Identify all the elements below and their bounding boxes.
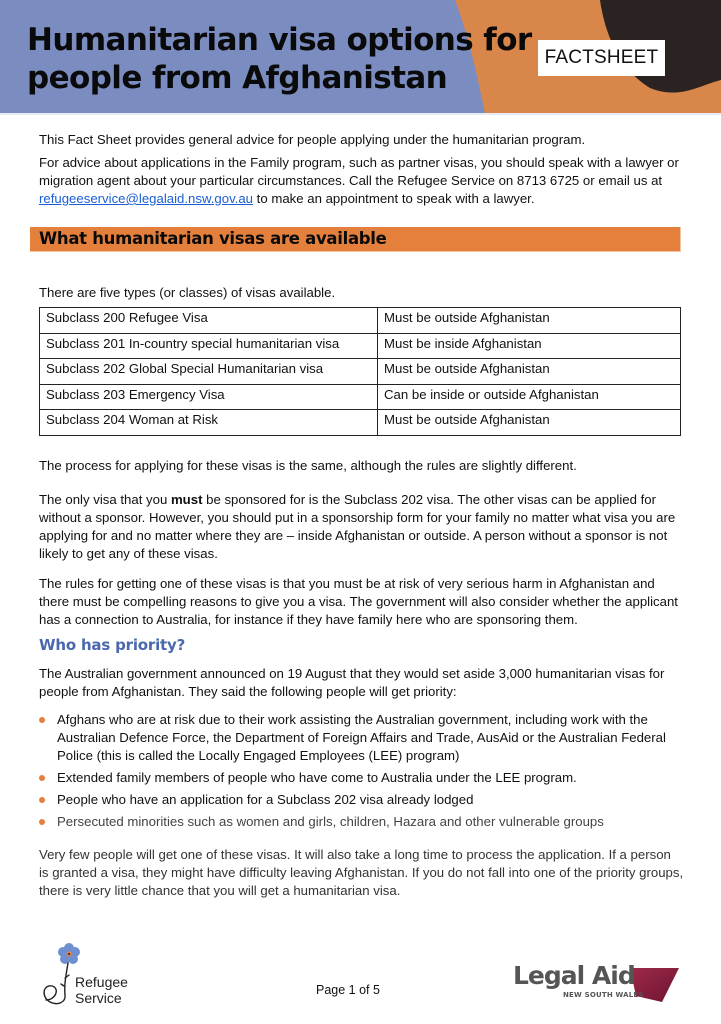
table-row [40, 384, 681, 410]
visa-location-cell: Can be inside or outside Afghanistan [378, 384, 681, 410]
visa-name-cell: Subclass 204 Woman at Risk [40, 410, 378, 436]
title-line-2: people from Afghanistan [27, 60, 448, 96]
legal-aid-wordmark: Legal Aid [513, 961, 635, 990]
list-item-text: People who have an application for a Subclass 202 visa already lodged [57, 792, 474, 807]
visa-name-cell: Subclass 200 Refugee Visa [40, 308, 378, 334]
banner-divider [0, 113, 721, 115]
bullet-icon [39, 717, 45, 723]
sponsor-text: The only visa that you [39, 492, 171, 507]
visa-location-cell: Must be outside Afghanistan [378, 359, 681, 385]
sponsor-text-end: be sponsored for is the Subclass 202 visa. The other visas can be applied for without a sponsor. However, you should put in a sponsorship form for your family no matter what visa you are applying for and no matter where they are – inside Afghanistan or outside. A person without a sponsor is not likely to get any of these visas. [39, 492, 676, 561]
priority-lead: The Australian government announced on 19 August that they would set aside 3,000 humanitarian visas for people from Afghanistan. They said the following people will get priority: [39, 666, 665, 699]
page-title [27, 21, 532, 97]
table-row [40, 333, 681, 359]
intro-paragraph: This Fact Sheet provides general advice for people applying under the humanitarian program. [39, 132, 586, 147]
table-row [40, 410, 681, 436]
sponsor-emphasis: must [170, 492, 203, 507]
contact-text: For advice about applications in the Family program, such as partner visas, you should speak with a lawyer or migration agent about your particular circumstances. Call the Refugee Service on 8713 6725 or email us at [39, 155, 679, 188]
table-row [40, 308, 681, 334]
list-item [39, 769, 679, 787]
title-line-1: Humanitarian visa options for [27, 22, 532, 58]
process-paragraph: The process for applying for these visas is the same, although the rules are slightly different. [39, 458, 577, 473]
sponsor-paragraph [39, 491, 684, 563]
list-item [39, 813, 679, 831]
priority-list [39, 711, 679, 835]
table-row [40, 359, 681, 385]
factsheet-badge: FACTSHEET [538, 40, 665, 76]
bullet-icon [39, 797, 45, 803]
logo-line-1: Refugee [75, 974, 128, 990]
visa-location-cell: Must be outside Afghanistan [378, 308, 681, 334]
section-heading-priority: Who has priority? [39, 636, 186, 654]
visa-name-cell: Subclass 201 In-country special humanitarian visa [40, 333, 378, 359]
visa-name-cell: Subclass 203 Emergency Visa [40, 384, 378, 410]
contact-text-end: to make an appointment to speak with a lawyer. [253, 191, 535, 206]
refugee-service-logo-text [75, 974, 128, 1006]
list-item [39, 711, 679, 765]
visa-location-cell: Must be outside Afghanistan [378, 410, 681, 436]
closing-paragraph: Very few people will get one of these visas. It will also take a long time to process the application. If a person is granted a visa, they might have difficulty leaving Afghanistan. If you do not fall into one of the priority groups, there is very little chance that you will get a humanitarian visa. [39, 847, 684, 898]
page-number: Page 1 of 5 [316, 983, 380, 997]
contact-paragraph [39, 154, 684, 208]
visa-location-cell: Must be inside Afghanistan [378, 333, 681, 359]
list-item-text: Afghans who are at risk due to their work assisting the Australian government, including work with the Australian Defence Force, the Department of Foreign Affairs and Trade, AusAid or the Australian Federal Police (this is called the Locally Engaged Employees (LEE) program) [57, 712, 666, 763]
header-banner [0, 0, 721, 113]
list-item-text: Extended family members of people who have come to Australia under the LEE program. [57, 770, 577, 785]
visa-table [39, 307, 681, 436]
email-link[interactable]: refugeeservice@legalaid.nsw.gov.au [39, 191, 254, 206]
section-heading-bar [30, 227, 681, 252]
logo-line-2: Service [75, 990, 122, 1006]
legal-aid-subtitle: NEW SOUTH WALES [563, 991, 644, 999]
list-item-text: Persecuted minorities such as women and girls, children, Hazara and other vulnerable groups [57, 814, 604, 829]
visa-name-cell: Subclass 202 Global Special Humanitarian visa [40, 359, 378, 385]
section-heading-visas: What humanitarian visas are available [39, 229, 387, 248]
bullet-icon [39, 775, 45, 781]
visa-types-lead: There are five types (or classes) of visas available. [39, 285, 336, 300]
rules-paragraph: The rules for getting one of these visas is that you must be at risk of very serious harm in Afghanistan and there must be compelling reasons to give you a visa. The government will also consider whether the applicant has a connection to Australia, for instance if they have family here who are sponsoring them. [39, 576, 678, 627]
bullet-icon [39, 819, 45, 825]
list-item [39, 791, 679, 809]
